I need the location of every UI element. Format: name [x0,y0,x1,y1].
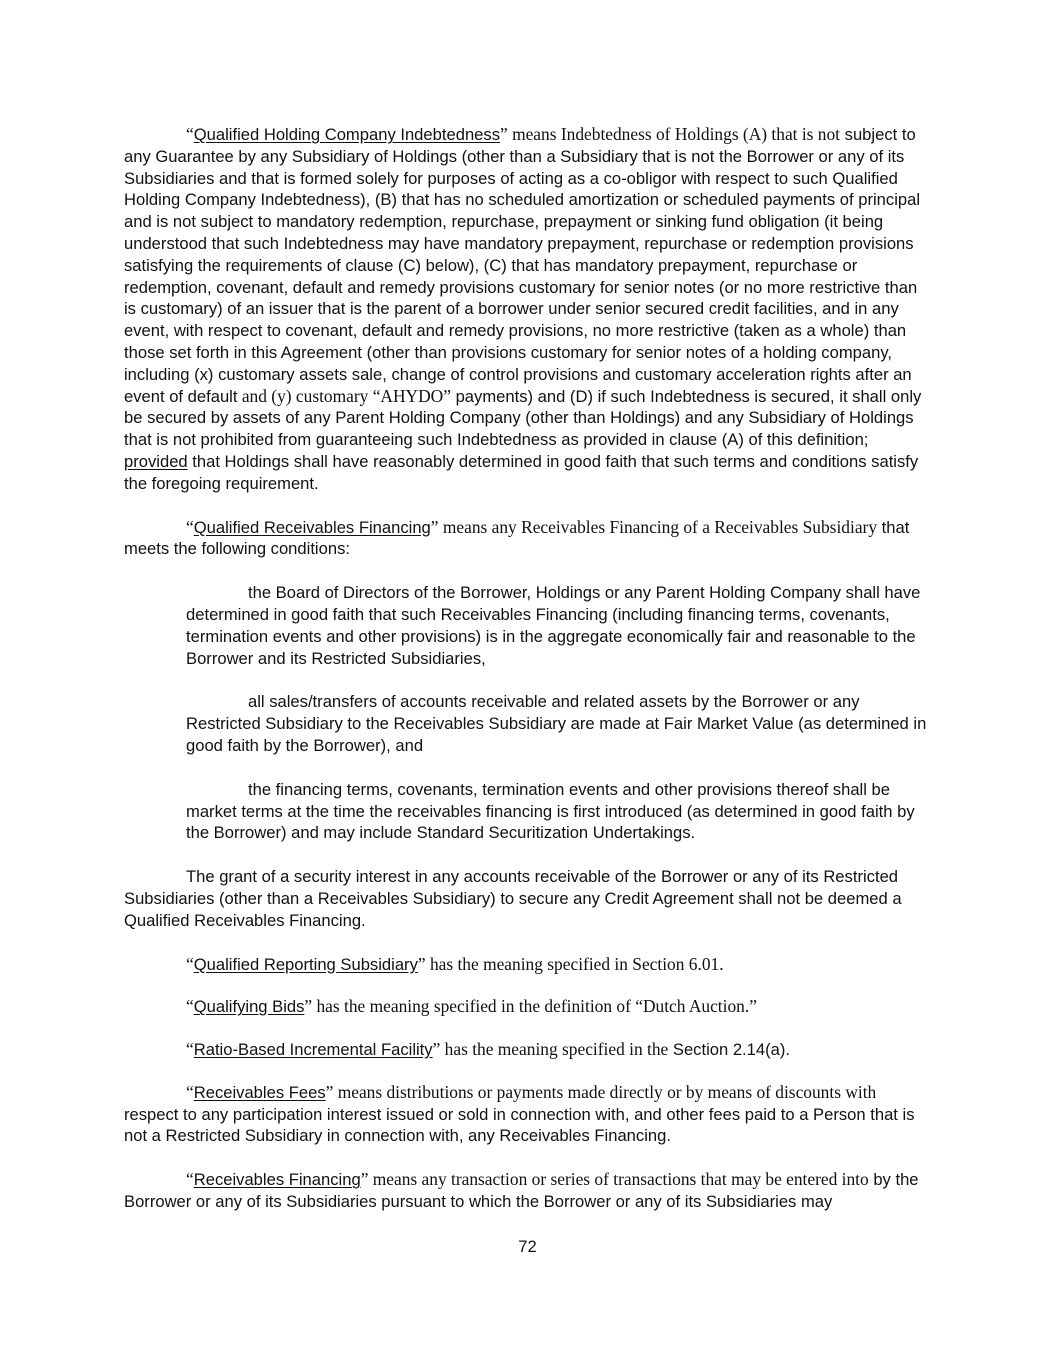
definition-body: subject to any Guarantee by any Subsidiary of Holdings (other than a Subsidiary that is not the Borrower or any of its Subsidiaries and that is formed solely for purposes of acting as a co-obligor with respect to such Qualified Holding Company Indebtedness), (B) that has no scheduled amortization or scheduled payments of principal and is not subject to mandatory redemption, repurchase, prepayment or sinking fund obligation (it being understood that such Indebtedness may have mandatory prepayment, repurchase or redemption provisions satisfying the requirements of clause (C) below), (C) that has mandatory prepayment, repurchase or redemption, covenant, default and remedy provisions customary for senior notes (or no more restrictive than is customary) of an issuer that is the parent of a borrower under senior secured credit facilities, and in any event, with respect to covenant, default and remedy provisions, no more restrictive (taken as a whole) than those set forth in this Agreement (other than provisions customary for senior notes of a holding company, including (x) customary assets sale, change of control provisions and customary acceleration rights after an event of default [124,125,921,406]
open-quote: “ [186,1081,194,1102]
defined-term: Qualifying Bids [193,997,305,1017]
condition-item: all sales/transfers of accounts receivable and related assets by the Borrower or any Restricted Subsidiary to the Receivables Subsidiary are made at Fair Market Value (as determined in good faith by the Borrower), and [186,692,927,755]
open-quote: “ [186,516,194,537]
defined-term: Qualified Receivables Financing [193,517,431,537]
definition-qualified-receivables-financing [124,517,932,561]
open-quote: “ [186,1039,194,1060]
definition-rest: ” has the meaning specified in the [432,1039,669,1060]
definition-rest: ” has the meaning specified in Section 6.01. [417,953,724,974]
definition-qualified-holding-company-indebtedness [124,124,932,495]
definition-qualified-reporting-subsidiary [124,954,932,976]
open-quote: “ [186,953,194,974]
document-page [124,124,932,1235]
definition-body-2: payments) and (D) if such Indebtedness is secured, it shall only be secured by assets of any Parent Holding Company (other than Holdings) and any Subsidiary of Holdings that is not prohibited from guaranteeing such Indebtedness as provided in clause (A) of this definition; [124,386,922,450]
defined-term: Qualified Holding Company Indebtedness [193,125,500,144]
defined-term: Qualified Reporting Subsidiary [193,954,418,974]
definition-lead: ” means Indebtedness of Holdings (A) that is not [500,124,841,144]
page-number: 72 [518,1237,537,1256]
definition-lead: ” means any transaction or series of transactions that may be entered into [360,1169,869,1190]
condition-item: the financing terms, covenants, termination events and other provisions thereof shall be market terms at the time the receivables financing is first introduced (as determined in good faith by the Borrower) and may include Standard Securitization Undertakings. [186,779,915,843]
definition-ratio-based-incremental-facility [124,1039,932,1061]
definition-tail: that Holdings shall have reasonably determined in good faith that such terms and conditions satisfy the foregoing requirement. [124,451,919,493]
definition-rest: ” has the meaning specified in the definition of “Dutch Auction.” [304,996,757,1017]
grant-paragraph: The grant of a security interest in any accounts receivable of the Borrower or any of its Restricted Subsidiaries (other than a Receivables Subsidiary) to secure any Credit Agreement shall not be deemed a Qualified Receivables Financing. [124,867,902,930]
open-quote: “ [186,996,194,1017]
provided-term: provided [124,451,188,471]
defined-term: Ratio-Based Incremental Facility [193,1040,433,1060]
defined-term: Receivables Financing [193,1170,361,1190]
definition-receivables-fees [124,1082,932,1147]
section-reference: Section 2.14(a). [668,1040,791,1060]
definition-body-serif: and (y) customary “AHYDO” [237,385,451,406]
definition-lead: ” means distributions or payments made directly or by means of discounts with [325,1081,877,1102]
definition-receivables-financing [124,1169,932,1213]
definition-qualifying-bids [124,996,932,1018]
definition-lead: ” means any Receivables Financing of a Receivables Subsidiary [430,516,878,537]
open-quote: “ [186,1169,194,1190]
definition-body: respect to any participation interest issued or sold in connection with, and other fees paid to a Person that is not a Restricted Subsidiary in connection with, any Receivables Financing. [124,1104,915,1146]
definition-body: that meets the following conditions: [124,517,910,559]
open-quote: “ [186,124,194,144]
definition-body: by the Borrower or any of its Subsidiaries pursuant to which the Borrower or any of its Subsidiaries may [124,1170,919,1212]
defined-term: Receivables Fees [193,1082,326,1102]
condition-item: the Board of Directors of the Borrower, Holdings or any Parent Holding Company shall have determined in good faith that such Receivables Financing (including financing terms, covenants, termination events and other provisions) is in the aggregate economically fair and reasonable to the Borrower and its Restricted Subsidiaries, [186,583,921,668]
